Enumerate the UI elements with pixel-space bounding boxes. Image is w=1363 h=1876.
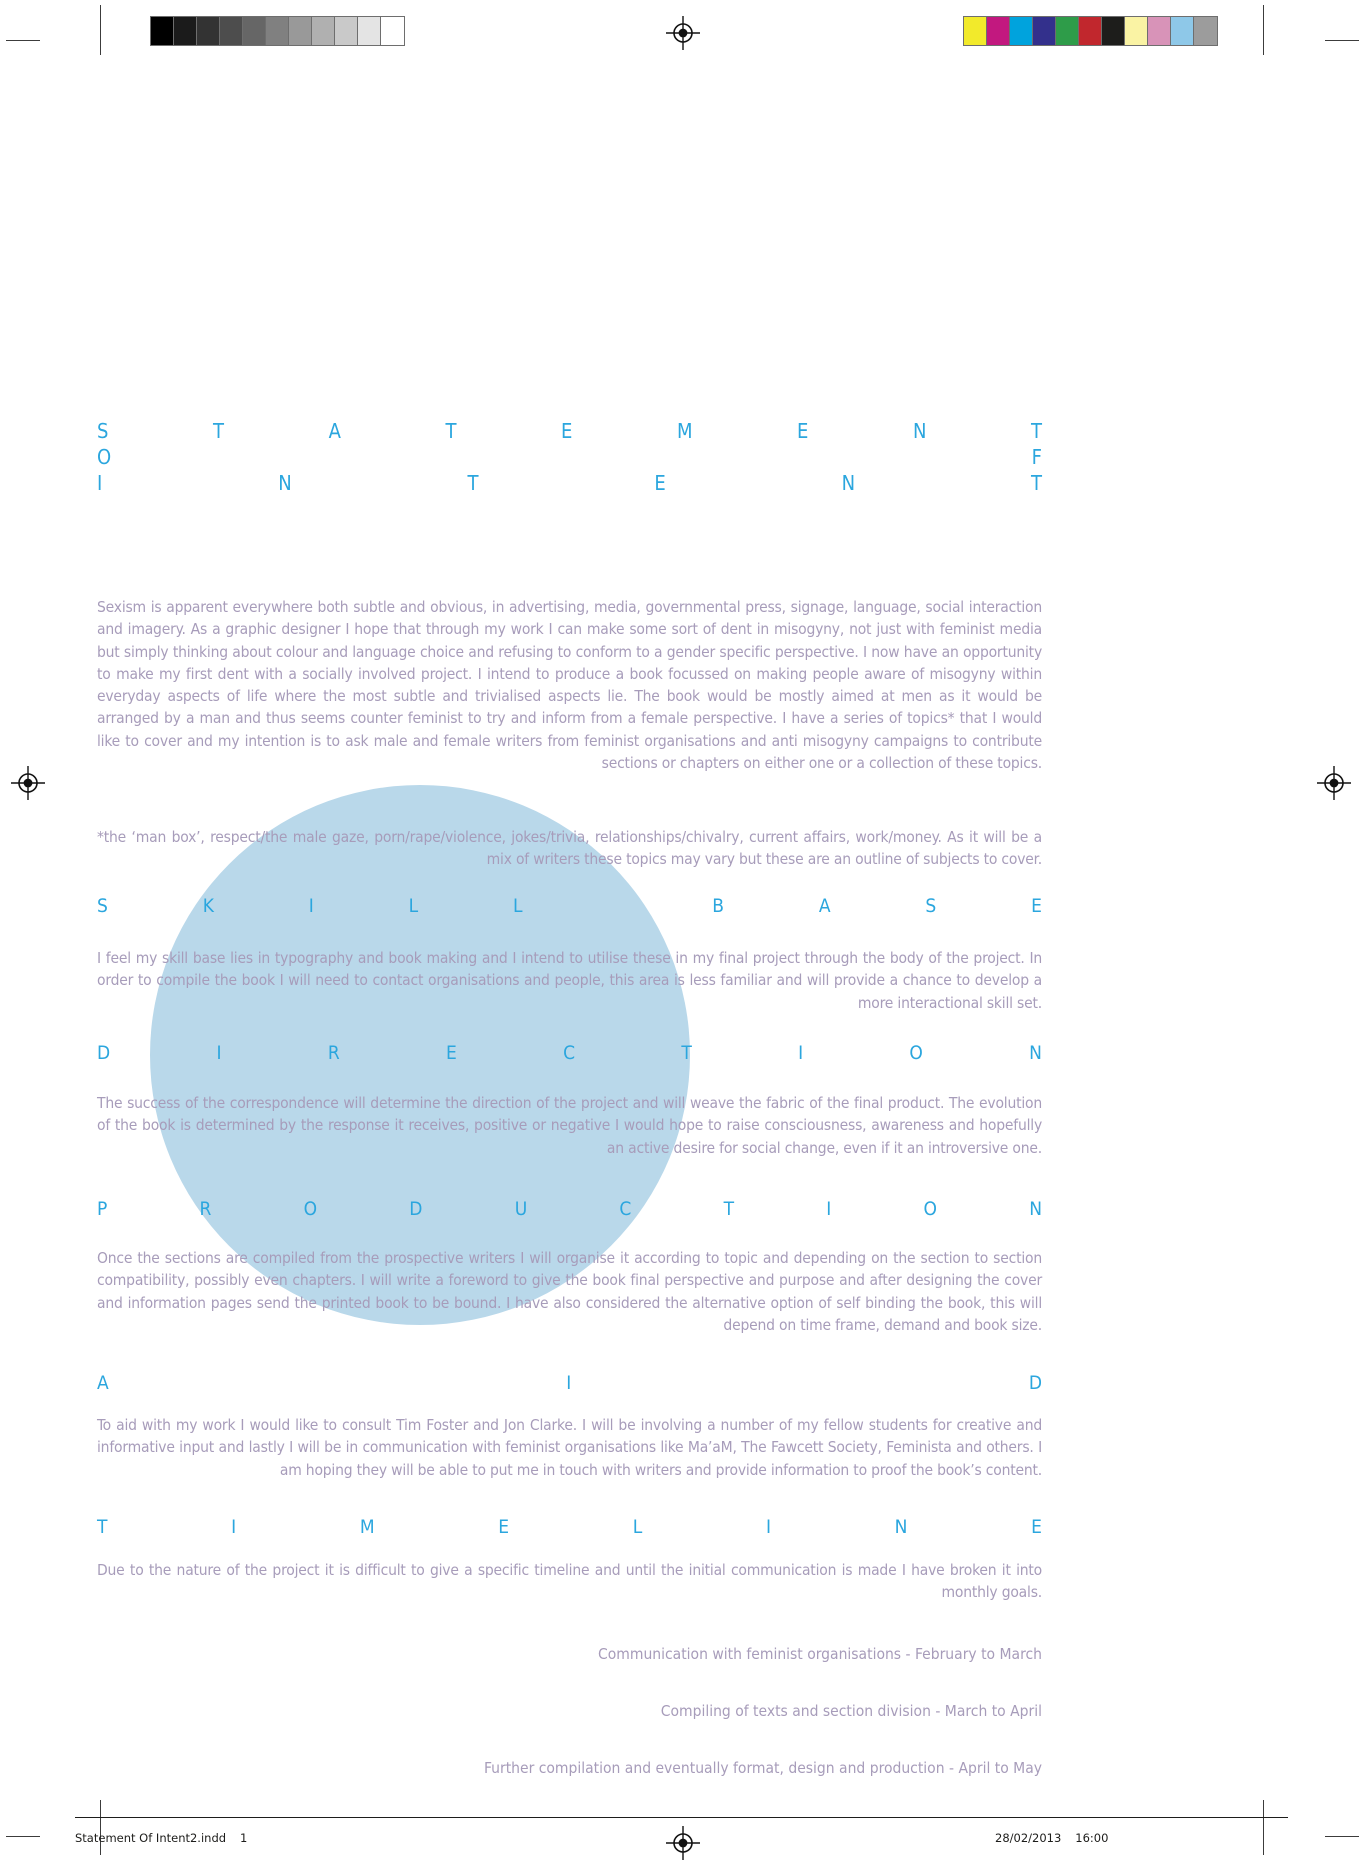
heading-letter: T xyxy=(681,1042,692,1064)
heading-letter: S xyxy=(925,895,937,917)
calibration-swatch xyxy=(1033,17,1056,45)
calibration-swatch xyxy=(1102,17,1125,45)
document-filename: Statement Of Intent2.indd xyxy=(75,1831,227,1845)
calibration-swatch xyxy=(1010,17,1033,45)
calibration-swatch xyxy=(1171,17,1194,45)
heading-letter: L xyxy=(513,895,523,917)
heading-letter: I xyxy=(798,1042,804,1064)
heading-letter: N xyxy=(894,1516,908,1538)
heading-letter: C xyxy=(563,1042,576,1064)
heading-letter: M xyxy=(676,419,693,443)
calibration-swatch xyxy=(1194,17,1217,45)
heading-letter: D xyxy=(97,1042,111,1064)
print-time: 16:00 xyxy=(1075,1831,1109,1845)
heading-letter: I xyxy=(231,1516,237,1538)
calibration-swatch xyxy=(266,17,289,45)
skill-base-paragraph: I feel my skill base lies in typography and book making and I intend to utilise these in my final project through the body of the project. In order to compile the book I will need to contact organisations and people, this area is less familiar and will provide a chance to develop a more interactional skill set. xyxy=(97,949,1042,1012)
heading-letter: I xyxy=(308,895,314,917)
calibration-swatch xyxy=(1125,17,1148,45)
crop-mark-top-right-vertical xyxy=(1263,5,1264,55)
slug-filename xyxy=(75,1831,247,1845)
direction-paragraph: The success of the correspondence will determine the direction of the project and will weave the fabric of the final product. The evolution of the book is determined by the response it receives, positive or negative I would hope to raise consciousness, awareness and hopefully an active desire for social change, even if it an introversive one. xyxy=(97,1094,1042,1157)
timeline-entry-february-march: Communication with feminist organisations - February to March xyxy=(598,1645,1042,1663)
heading-skill-base xyxy=(97,895,1042,917)
crop-mark-top-left-vertical xyxy=(100,5,101,55)
heading-letter: L xyxy=(632,1516,643,1538)
heading-letter: N xyxy=(278,471,292,495)
production-paragraph: Once the sections are compiled from the prospective writers I will organise it according to topic and depending on the section to section compatibility, possibly even chapters. I will write a foreword to give the book final perspective and purpose and after designing the cover and information pages send the printed book to be bound. I have also considered the alternative option of self binding the book, this will depend on time frame, demand and book size. xyxy=(97,1249,1042,1334)
heading-letter: T xyxy=(467,471,479,495)
heading-letter: B xyxy=(712,895,724,917)
heading-letter: A xyxy=(818,895,831,917)
heading-letter: I xyxy=(216,1042,222,1064)
slug-datetime xyxy=(995,1831,1108,1845)
heading-letter: O xyxy=(303,1198,318,1220)
calibration-swatch xyxy=(289,17,312,45)
heading-direction xyxy=(97,1042,1042,1064)
heading-letter: T xyxy=(1031,419,1042,443)
crop-mark-top-left-horizontal xyxy=(6,40,40,41)
heading-letter: R xyxy=(327,1042,340,1064)
heading-letter: U xyxy=(514,1198,528,1220)
heading-letter: T xyxy=(97,1516,108,1538)
heading-letter: T xyxy=(213,419,224,443)
heading-letter: N xyxy=(1029,1042,1042,1064)
heading-letter: M xyxy=(359,1516,375,1538)
crop-mark-bottom-left-horizontal xyxy=(6,1836,40,1837)
document-page-number: 1 xyxy=(240,1831,248,1845)
crop-mark-bottom-right-horizontal xyxy=(1325,1836,1359,1837)
heading-letter: I xyxy=(97,471,103,495)
heading-letter: S xyxy=(97,419,109,443)
heading-letter: D xyxy=(409,1198,423,1220)
title-line-intent xyxy=(97,472,1042,494)
heading-letter: N xyxy=(912,419,927,443)
heading-letter: E xyxy=(445,1042,457,1064)
calibration-swatch xyxy=(243,17,266,45)
heading-letter: I xyxy=(566,1372,572,1394)
heading-letter: S xyxy=(97,895,108,917)
heading-letter: T xyxy=(723,1198,735,1220)
heading-letter: E xyxy=(1031,1516,1042,1538)
heading-letter: I xyxy=(765,1516,771,1538)
registration-mark-icon xyxy=(665,1825,701,1861)
heading-letter: A xyxy=(97,1372,109,1394)
heading-letter: T xyxy=(445,419,457,443)
crop-mark-top-right-horizontal xyxy=(1325,40,1359,41)
heading-letter: C xyxy=(619,1198,632,1220)
heading-letter: E xyxy=(1031,895,1042,917)
registration-mark-icon xyxy=(1316,765,1352,801)
calibration-swatch xyxy=(1079,17,1102,45)
calibration-swatch xyxy=(1148,17,1171,45)
timeline-entry-march-april: Compiling of texts and section division - March to April xyxy=(660,1702,1042,1720)
calibration-swatch xyxy=(358,17,381,45)
title-line-statement xyxy=(97,420,1042,442)
heading-aid xyxy=(97,1372,1042,1394)
heading-letter: R xyxy=(199,1198,212,1220)
heading-letter: O xyxy=(909,1042,923,1064)
heading-letter: N xyxy=(841,471,856,495)
heading-letter: I xyxy=(826,1198,832,1220)
calibration-swatch xyxy=(987,17,1010,45)
heading-letter: E xyxy=(797,419,809,443)
registration-mark-icon xyxy=(665,15,701,51)
slug-divider-rule xyxy=(75,1817,1288,1818)
timeline-entry-april-may: Further compilation and eventually format, design and production - April to May xyxy=(483,1759,1042,1777)
intro-paragraph: Sexism is apparent everywhere both subtle and obvious, in advertising, media, governmental press, signage, language, social interaction and imagery. As a graphic designer I hope that through my work I can make some sort of dent in misogyny, not just with feminist media but simply thinking about colour and language choice and refusing to conform to a gender specific perspective. I now have an opportunity to make my first dent with a socially involved project. I intend to produce a book focussed on making people aware of misogyny within everyday aspects of life where the most subtle and trivialised aspects lie. The book would be mostly aimed at men as it would be arranged by a man and thus seems counter feminist to try and inform from a female perspective. I have a series of topics* that I would like to cover and my intention is to ask male and female writers from feminist organisations and anti misogyny campaigns to contribute sections or chapters on either one or a collection of these topics. xyxy=(97,598,1042,773)
topics-footnote-paragraph: *the ‘man box’, respect/the male gaze, porn/rape/violence, jokes/trivia, relationships/chivalry, current affairs, work/money. As it will be a mix of writers these topics may vary but these are an outline of subjects to cover. xyxy=(97,828,1042,869)
timeline-paragraph: Due to the nature of the project it is difficult to give a specific timeline and until the initial communication is made I have broken it into monthly goals. xyxy=(97,1561,1042,1602)
calibration-swatch xyxy=(151,17,174,45)
heading-timeline xyxy=(97,1516,1042,1538)
heading-letter: L xyxy=(408,895,419,917)
registration-mark-icon xyxy=(10,765,46,801)
heading-letter: D xyxy=(1028,1372,1042,1394)
color-calibration-bar xyxy=(963,16,1218,46)
heading-letter: N xyxy=(1029,1198,1042,1220)
calibration-swatch xyxy=(964,17,987,45)
title-line-of xyxy=(97,446,1042,468)
calibration-swatch xyxy=(335,17,358,45)
crop-mark-bottom-left-vertical xyxy=(100,1800,101,1855)
calibration-swatch xyxy=(197,17,220,45)
print-date: 28/02/2013 xyxy=(995,1831,1062,1845)
heading-letter: E xyxy=(654,471,666,495)
calibration-swatch xyxy=(312,17,335,45)
aid-paragraph: To aid with my work I would like to consult Tim Foster and Jon Clarke. I will be involving a number of my fellow students for creative and informative input and lastly I will be in communication with feminist organisations like Ma’aM, The Fawcett Society, Feminista and others. I am hoping they will be able to put me in touch with writers and provide information to proof the book’s content. xyxy=(97,1416,1042,1479)
heading-letter: O xyxy=(97,445,112,469)
heading-letter: F xyxy=(1031,445,1042,469)
heading-production xyxy=(97,1198,1042,1220)
heading-letter: A xyxy=(328,419,341,443)
grayscale-calibration-bar xyxy=(150,16,405,46)
heading-letter: E xyxy=(561,419,573,443)
calibration-swatch xyxy=(220,17,243,45)
calibration-swatch xyxy=(1056,17,1079,45)
heading-letter: P xyxy=(97,1198,108,1220)
heading-letter: K xyxy=(202,895,214,917)
heading-letter: O xyxy=(923,1198,937,1220)
heading-letter: T xyxy=(1031,471,1042,495)
heading-letter: E xyxy=(498,1516,510,1538)
calibration-swatch xyxy=(381,17,404,45)
crop-mark-bottom-right-vertical xyxy=(1263,1800,1264,1855)
calibration-swatch xyxy=(174,17,197,45)
